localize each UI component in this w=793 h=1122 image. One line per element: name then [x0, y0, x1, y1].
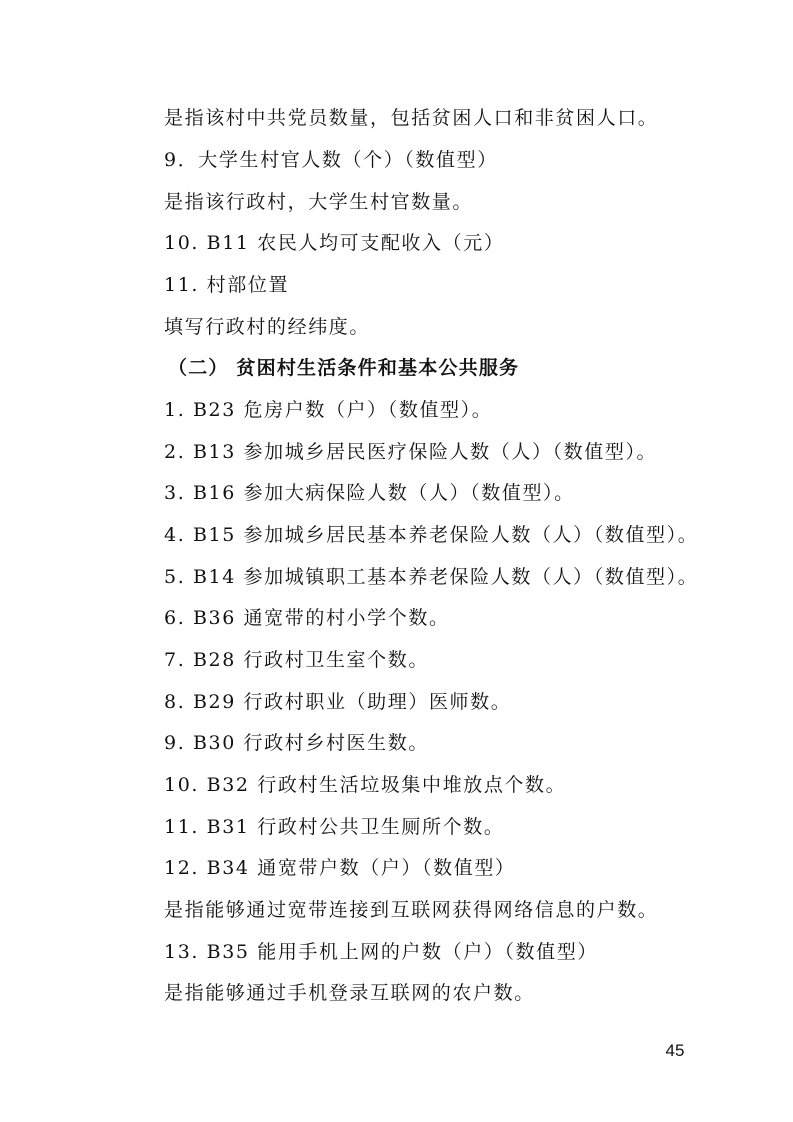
section-heading: （二） 贫困村生活条件和基本公共服务 — [168, 357, 520, 379]
text-line: 6. B36 通宽带的村小学个数。 — [164, 607, 450, 629]
text-line: 8. B29 行政村职业（助理）医师数。 — [164, 691, 512, 713]
text-line: 10. B32 行政村生活垃圾集中堆放点个数。 — [164, 774, 567, 796]
text-line: 9. B30 行政村乡村医生数。 — [164, 732, 429, 754]
text-line: 7. B28 行政村卫生室个数。 — [164, 649, 429, 671]
text-line: 填写行政村的经纬度。 — [164, 316, 371, 338]
text-line: 3. B16 参加大病保险人数（人）（数值型）。 — [164, 482, 575, 504]
text-line: 9．大学生村官人数（个）（数值型） — [164, 149, 498, 171]
text-line: 11. 村部位置 — [164, 274, 290, 296]
text-line: 是指能够通过手机登录互联网的农户数。 — [164, 982, 535, 1004]
text-line: 11. B31 行政村公共卫生厕所个数。 — [164, 816, 505, 838]
text-line: 是指该村中共党员数量，包括贫困人口和非贫困人口。 — [164, 107, 659, 129]
text-line: 12. B34 通宽带户数（户）（数值型） — [164, 857, 516, 879]
text-line: 13. B35 能用手机上网的户数（户）（数值型） — [164, 941, 598, 963]
text-line: 5. B14 参加城镇职工基本养老保险人数（人）（数值型）。 — [164, 566, 699, 588]
text-line: 4. B15 参加城乡居民基本养老保险人数（人）（数值型）。 — [164, 524, 699, 546]
page-number: 45 — [665, 1041, 685, 1060]
text-line: 是指能够通过宽带连接到互联网获得网络信息的户数。 — [164, 899, 659, 921]
text-line: 10. B11 农民人均可支配收入（元） — [164, 232, 505, 254]
text-line: 是指该行政村，大学生村官数量。 — [164, 191, 474, 213]
text-line: 2. B13 参加城乡居民医疗保险人数（人）（数值型）。 — [164, 441, 658, 463]
text-line: 1. B23 危房户数（户）（数值型）。 — [164, 399, 493, 421]
